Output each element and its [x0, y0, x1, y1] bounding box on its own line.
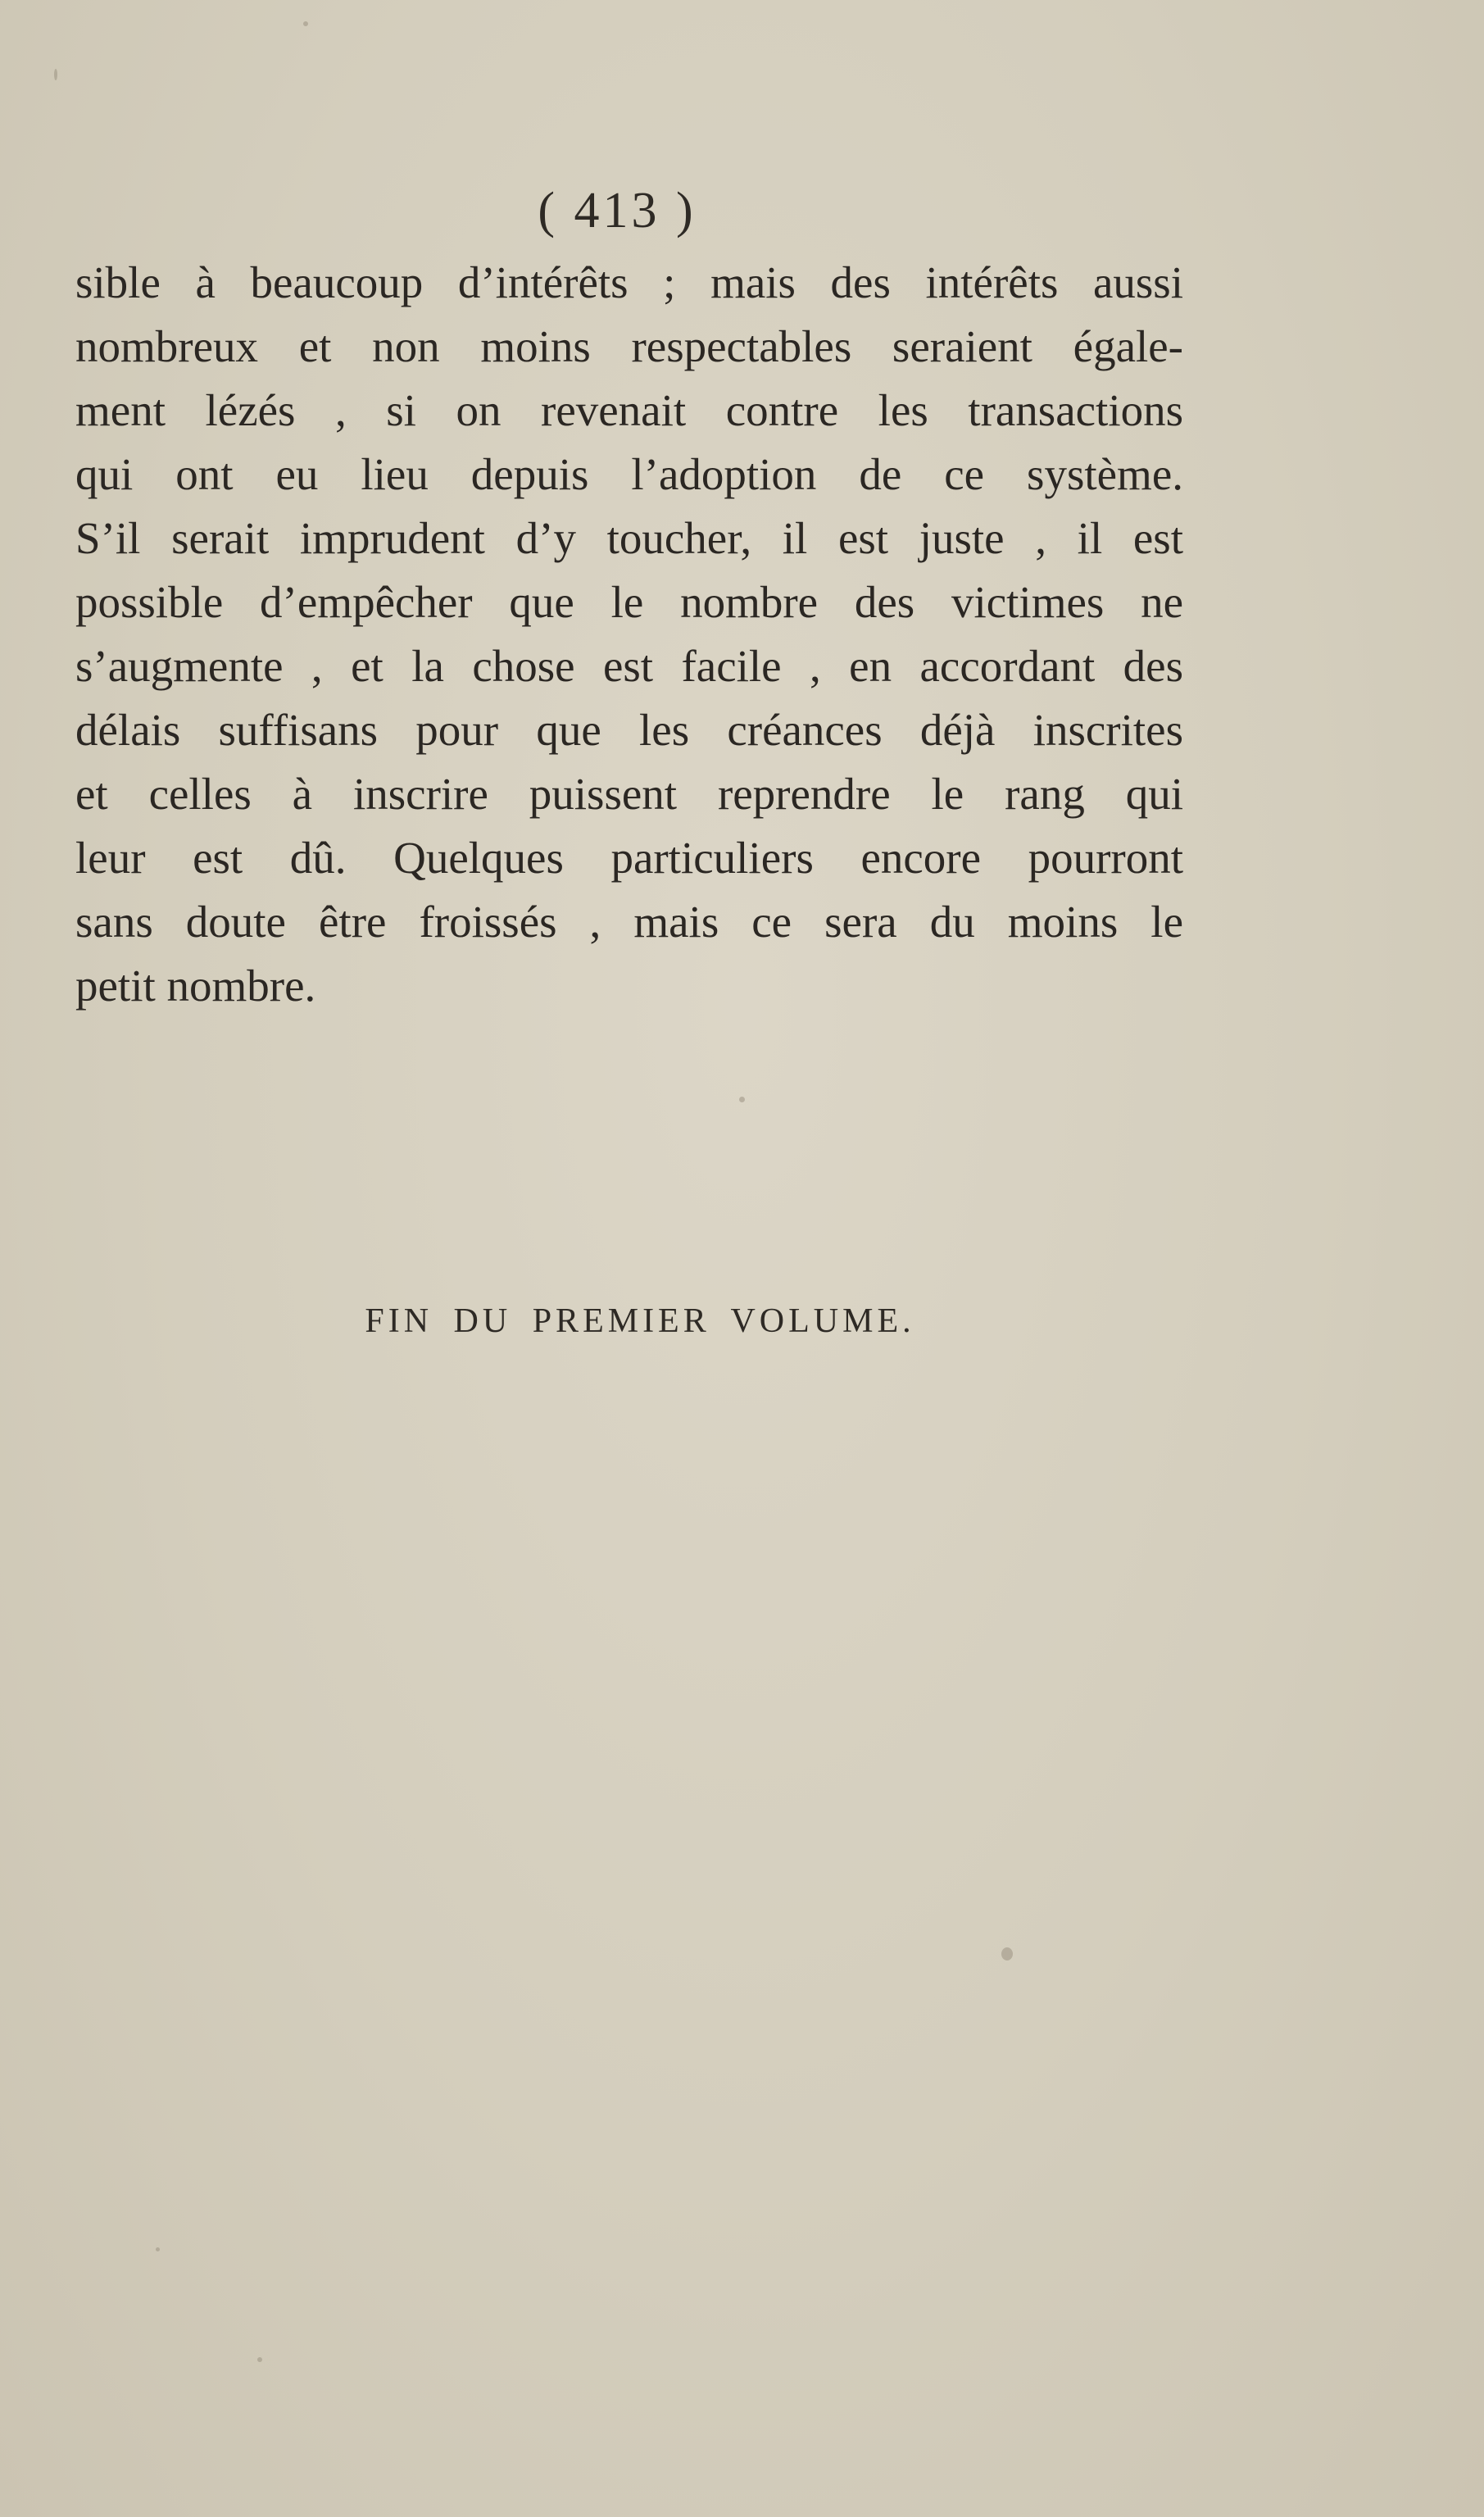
paper-speck	[739, 1097, 745, 1102]
text-line: ment lézés , si on revenait contre les transactions	[75, 385, 1183, 435]
paper-speck	[257, 2357, 262, 2362]
closing-text: FIN DU PREMIER VOLUME.	[365, 1302, 915, 1340]
page-number: ( 413 )	[538, 183, 697, 239]
text-line: S’il serait imprudent d’y toucher, il est juste , il est	[75, 513, 1183, 563]
paper-speck	[156, 2247, 160, 2251]
text-line: possible d’empêcher que le nombre des victimes ne	[75, 577, 1183, 627]
text-line: nombreux et non moins respectables seraient égale-	[75, 321, 1183, 371]
paper-speck	[303, 21, 308, 26]
text-line: qui ont eu lieu depuis l’adoption de ce système.	[75, 449, 1183, 499]
body-text	[75, 251, 1183, 1018]
paper-speck	[1001, 1947, 1013, 1960]
text-line: petit nombre.	[75, 961, 316, 1011]
text-line: s’augmente , et la chose est facile , en accordant des	[75, 641, 1183, 691]
text-line: délais suffisans pour que les créances déjà inscrites	[75, 705, 1183, 755]
text-line: sans doute être froissés , mais ce sera du moins le	[75, 897, 1183, 947]
text-line: leur est dû. Quelques particuliers encore pourront	[75, 833, 1183, 883]
text-line: sible à beaucoup d’intérêts ; mais des intérêts aussi	[75, 257, 1183, 307]
paper-speck	[54, 69, 57, 80]
text-line: et celles à inscrire puissent reprendre le rang qui	[75, 769, 1183, 819]
